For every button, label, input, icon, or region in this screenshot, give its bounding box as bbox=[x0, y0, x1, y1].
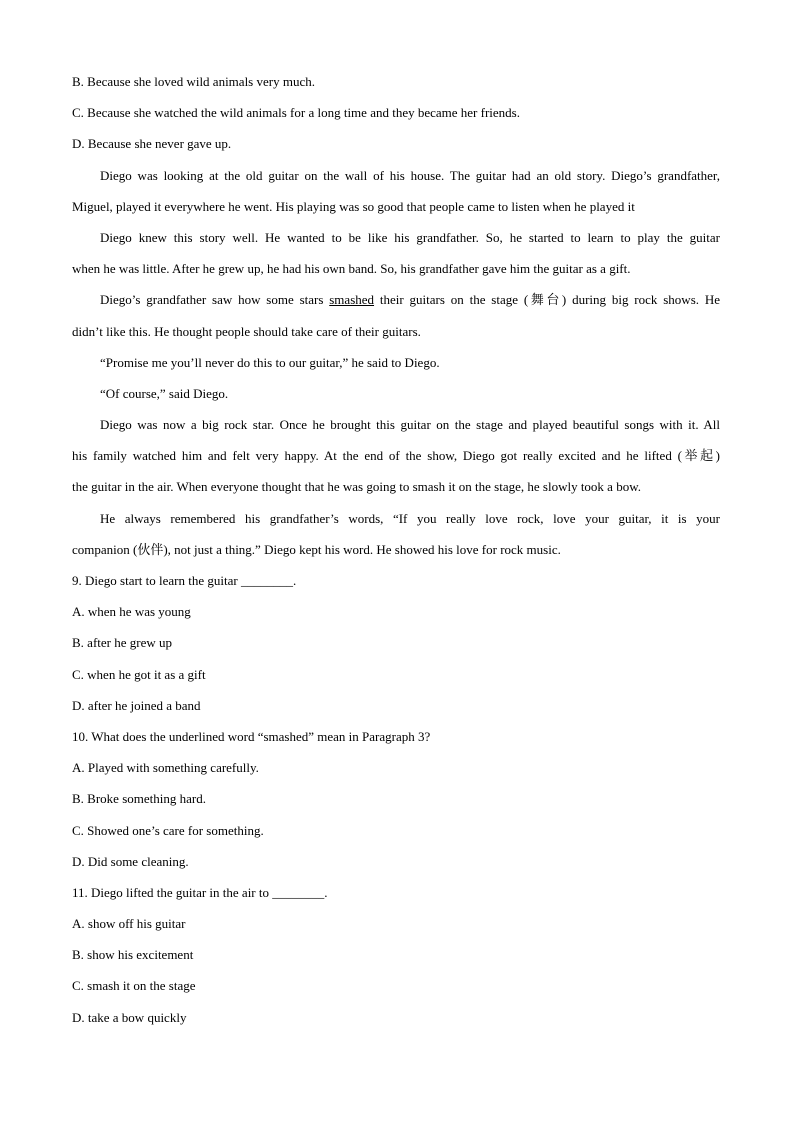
underlined-word: smashed bbox=[329, 292, 375, 308]
passage-p2-line2: when he was little. After he grew up, he had his own band. So, his grandfather gave him the guitar as a gift. bbox=[72, 261, 631, 277]
option-d: D. take a bow quickly bbox=[72, 1009, 187, 1025]
prev-option-d: D. Because she never gave up. bbox=[72, 136, 232, 152]
option-c: C. Showed one’s care for something. bbox=[72, 822, 264, 838]
passage-p3-line1 bbox=[72, 284, 720, 315]
passage-p4: “Promise me you’ll never do this to our guitar,” he said to Diego. bbox=[100, 354, 440, 370]
passage-p3-line2: didn’t like this. He thought people should take care of their guitars. bbox=[72, 323, 421, 339]
passage-p1-line2: Miguel, played it everywhere he went. His playing was so good that people came to listen when he played it bbox=[72, 198, 635, 214]
passage-p7-line2: companion (伙伴), not just a thing.” Diego kept his word. He showed his love for rock music. bbox=[72, 541, 561, 557]
option-d: D. after he joined a band bbox=[72, 697, 201, 713]
option-a: A. when he was young bbox=[72, 604, 191, 620]
passage-p7-line1: He always remembered his grandfather’s words, “If you really love rock, love your guitar, it is your bbox=[100, 510, 720, 526]
option-c: C. when he got it as a gift bbox=[72, 666, 206, 682]
passage-p3-text-after: their guitars on the stage (舞台) during big rock shows. He bbox=[374, 292, 720, 308]
prev-option-b: B. Because she loved wild animals very much. bbox=[72, 74, 315, 89]
option-c: C. smash it on the stage bbox=[72, 978, 196, 994]
passage-p3-text-before: Diego’s grandfather saw how some stars bbox=[100, 292, 330, 308]
option-b: B. Broke something hard. bbox=[72, 791, 206, 807]
question-stem: 10. What does the underlined word “smashed” mean in Paragraph 3? bbox=[72, 728, 431, 744]
question-9 bbox=[72, 565, 720, 721]
option-a: A. Played with something carefully. bbox=[72, 760, 259, 776]
passage-p6-line3: the guitar in the air. When everyone thought that he was going to smash it on the stage, he slowly took a bow. bbox=[72, 479, 641, 495]
question-10 bbox=[72, 721, 720, 877]
passage-p5: “Of course,” said Diego. bbox=[100, 385, 229, 401]
passage-p2-line1: Diego knew this story well. He wanted to be like his grandfather. So, he started to learn to play the guitar bbox=[100, 229, 720, 245]
passage-p6-line1: Diego was now a big rock star. Once he brought this guitar on the stage and played beautiful songs with it. All bbox=[100, 417, 720, 433]
option-a: A. show off his guitar bbox=[72, 916, 186, 932]
option-b: B. after he grew up bbox=[72, 635, 172, 651]
question-stem: 11. Diego lifted the guitar in the air to ________. bbox=[72, 884, 328, 900]
document-page bbox=[72, 66, 720, 1033]
option-d: D. Did some cleaning. bbox=[72, 853, 189, 869]
prev-option-c: C. Because she watched the wild animals for a long time and they became her friends. bbox=[72, 105, 520, 121]
reading-passage bbox=[72, 160, 720, 565]
option-b: B. show his excitement bbox=[72, 947, 194, 963]
passage-p6-line2: his family watched him and felt very happy. At the end of the show, Diego got really excited and he lifted (举起) bbox=[72, 448, 720, 464]
question-11 bbox=[72, 877, 720, 1033]
question-stem: 9. Diego start to learn the guitar ________. bbox=[72, 573, 297, 588]
passage-p1-line1: Diego was looking at the old guitar on the wall of his house. The guitar had an old story. Diego’s grandfather, bbox=[100, 167, 720, 183]
